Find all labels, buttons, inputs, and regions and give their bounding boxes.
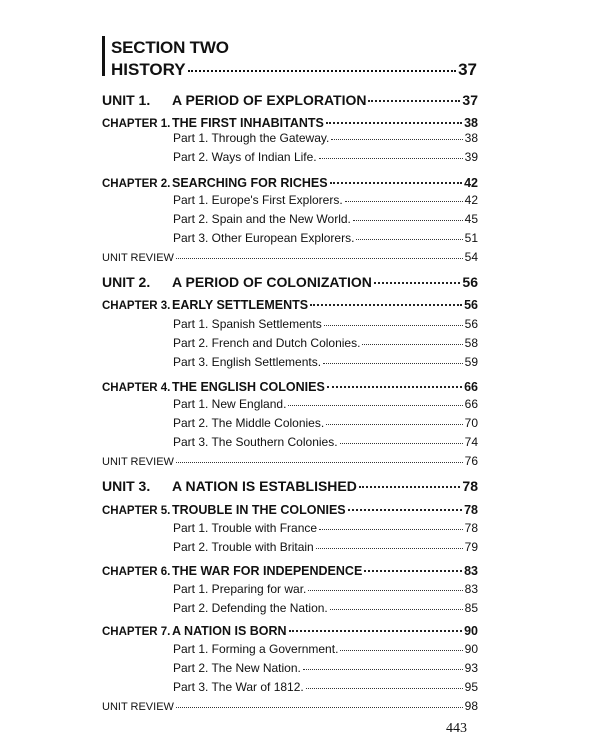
chapter-title: THE WAR FOR INDEPENDENCE [172,564,363,578]
dot-leader [348,509,462,511]
part-page-number: 79 [464,540,478,554]
part-page-number: 70 [464,416,478,430]
review-page-number: 98 [464,699,478,713]
part-page-number: 42 [464,193,478,207]
part-title: Part 2. Defending the Nation. [173,601,328,615]
part-page-number: 58 [464,336,478,350]
dot-leader [364,570,462,572]
part-entry[interactable] [173,601,478,615]
part-page-number: 74 [464,435,478,449]
part-page-number: 39 [464,150,478,164]
dot-leader [176,707,463,708]
part-entry[interactable] [173,435,478,449]
part-title: Part 2. Ways of Indian Life. [173,150,317,164]
dot-leader [330,182,463,184]
chapter-page-number: 90 [464,624,478,638]
review-title: UNIT REVIEW [102,252,174,264]
part-title: Part 1. New England. [173,397,287,411]
dot-leader [319,529,463,530]
part-page-number: 66 [464,397,478,411]
section-marker-bar [102,36,105,76]
part-entry[interactable] [173,661,478,675]
part-entry[interactable] [173,317,478,331]
part-page-number: 45 [464,212,478,226]
chapter-entry[interactable] [102,176,478,190]
review-page-number: 54 [464,250,478,264]
part-page-number: 95 [464,680,478,694]
part-title: Part 2. The New Nation. [173,661,301,675]
unit-entry[interactable] [102,274,478,290]
part-title: Part 1. Forming a Government. [173,642,339,656]
dot-leader [374,282,461,284]
dot-leader [340,650,462,651]
part-entry[interactable] [173,355,478,369]
part-title: Part 2. Trouble with Britain [173,540,314,554]
section-title: HISTORY [111,60,186,79]
dot-leader [330,609,463,610]
part-title: Part 3. The Southern Colonies. [173,435,338,449]
chapter-page-number: 42 [464,176,478,190]
chapter-entry[interactable] [102,564,478,578]
part-entry[interactable] [173,416,478,430]
dot-leader [326,424,462,425]
unit-title: A NATION IS ESTABLISHED [172,478,357,494]
part-page-number: 93 [464,661,478,675]
part-entry[interactable] [173,131,478,145]
chapter-page-number: 66 [464,380,478,394]
page-number: 443 [446,721,467,736]
part-title: Part 1. Through the Gateway. [173,131,330,145]
part-page-number: 78 [464,521,478,535]
part-entry[interactable] [173,582,478,596]
chapter-page-number: 78 [464,503,478,517]
section-page-number: 37 [458,60,477,79]
chapter-page-number: 56 [464,298,478,312]
part-title: Part 1. Spanish Settlements [173,317,322,331]
part-entry[interactable] [173,336,478,350]
part-entry[interactable] [173,212,478,226]
part-entry[interactable] [173,540,478,554]
part-entry[interactable] [173,642,478,656]
unit-page-number: 37 [462,92,478,108]
part-entry[interactable] [173,397,478,411]
chapter-page-number: 83 [464,564,478,578]
part-page-number: 51 [464,231,478,245]
dot-leader [356,239,462,240]
review-entry[interactable] [102,699,478,713]
dot-leader [310,304,462,306]
dot-leader [359,486,461,488]
part-page-number: 85 [464,601,478,615]
chapter-title: EARLY SETTLEMENTS [172,298,309,312]
part-entry[interactable] [173,521,478,535]
dot-leader [323,363,463,364]
unit-title: A PERIOD OF EXPLORATION [172,92,367,108]
dot-leader [319,158,463,159]
dot-leader [289,630,463,632]
part-entry[interactable] [173,193,478,207]
part-title: Part 1. Trouble with France [173,521,318,535]
chapter-entry[interactable] [102,298,478,312]
part-page-number: 56 [464,317,478,331]
review-title: UNIT REVIEW [102,701,174,713]
part-title: Part 2. French and Dutch Colonies. [173,336,361,350]
chapter-entry[interactable] [102,116,478,130]
dot-leader [326,122,462,124]
dot-leader [331,139,462,140]
dot-leader [340,443,463,444]
chapter-label: CHAPTER 5. [102,505,171,517]
dot-leader [176,462,463,463]
dot-leader [306,688,463,689]
section-label: SECTION TWO [111,38,229,57]
dot-leader [324,325,463,326]
review-title: UNIT REVIEW [102,456,174,468]
dot-leader [303,669,463,670]
part-page-number: 38 [464,131,478,145]
unit-entry[interactable] [102,92,478,108]
chapter-title: THE ENGLISH COLONIES [172,380,325,394]
chapter-entry[interactable] [102,624,478,638]
part-title: Part 1. Preparing for war. [173,582,307,596]
unit-title: A PERIOD OF COLONIZATION [172,274,372,290]
part-page-number: 90 [464,642,478,656]
dot-leader [353,220,463,221]
dot-leader [288,405,462,406]
section-title-row [111,60,477,80]
dot-leader [308,590,462,591]
chapter-label: CHAPTER 6. [102,566,171,578]
review-entry[interactable] [102,250,478,264]
chapter-title: SEARCHING FOR RICHES [172,176,328,190]
part-title: Part 2. The Middle Colonies. [173,416,325,430]
chapter-label: CHAPTER 1. [102,118,171,130]
part-title: Part 3. The War of 1812. [173,680,304,694]
chapter-title: TROUBLE IN THE COLONIES [172,503,346,517]
chapter-entry[interactable] [102,503,478,517]
chapter-label: CHAPTER 4. [102,382,171,394]
chapter-entry[interactable] [102,380,478,394]
chapter-title: A NATION IS BORN [172,624,287,638]
part-title: Part 3. Other European Explorers. [173,231,355,245]
chapter-label: CHAPTER 2. [102,178,171,190]
dot-leader [345,201,463,202]
chapter-label: CHAPTER 7. [102,626,171,638]
review-page-number: 76 [464,454,478,468]
dot-leader [188,70,456,72]
review-entry[interactable] [102,454,478,468]
chapter-title: THE FIRST INHABITANTS [172,116,324,130]
unit-entry[interactable] [102,478,478,494]
chapter-label: CHAPTER 3. [102,300,171,312]
part-page-number: 83 [464,582,478,596]
unit-page-number: 56 [462,274,478,290]
part-title: Part 1. Europe's First Explorers. [173,193,343,207]
dot-leader [327,386,462,388]
dot-leader [368,100,460,102]
part-title: Part 3. English Settlements. [173,355,322,369]
dot-leader [316,548,463,549]
dot-leader [176,258,463,259]
unit-label: UNIT 3. [102,478,151,494]
part-page-number: 59 [464,355,478,369]
part-title: Part 2. Spain and the New World. [173,212,351,226]
dot-leader [362,344,462,345]
unit-label: UNIT 1. [102,92,151,108]
unit-label: UNIT 2. [102,274,151,290]
part-entry[interactable] [173,150,478,164]
chapter-page-number: 38 [464,116,478,130]
part-entry[interactable] [173,680,478,694]
part-entry[interactable] [173,231,478,245]
unit-page-number: 78 [462,478,478,494]
